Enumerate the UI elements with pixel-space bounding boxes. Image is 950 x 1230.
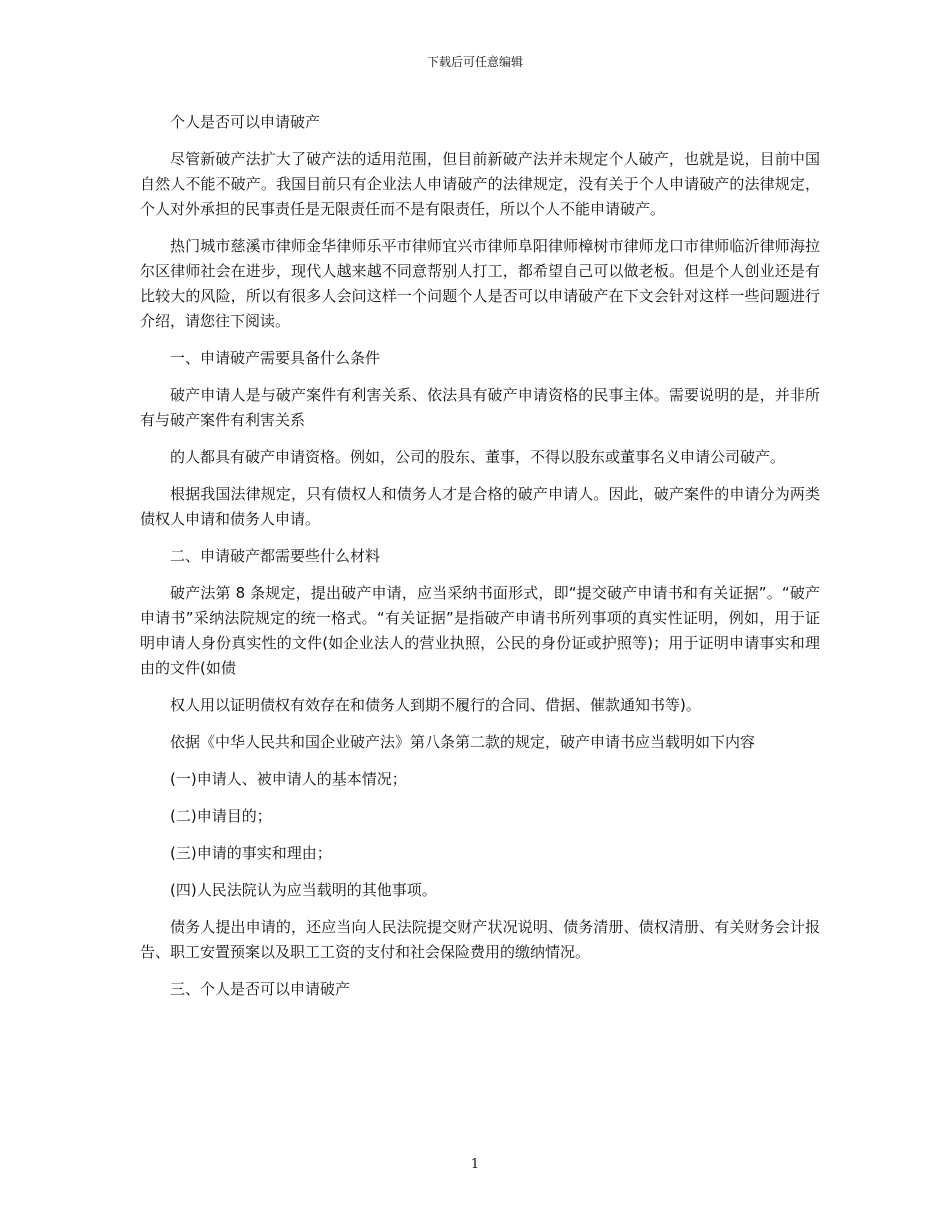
document-body: [140, 110, 820, 1014]
paragraph: 根据我国法律规定，只有债权人和债务人才是合格的破产申请人。因此，破产案件的申请分为两类债权人申请和债务人申请。: [140, 485, 820, 528]
paragraph: 的人都具有破产申请资格。例如，公司的股东、董事，不得以股东或董事名义申请公司破产。: [170, 448, 786, 466]
paragraph: 依据《中华人民共和国企业破产法》第八条第二款的规定，破产申请书应当载明如下内容: [170, 733, 756, 751]
document-title: 个人是否可以申请破产: [170, 113, 321, 131]
paragraph: 权人用以证明债权有效存在和债务人到期不履行的合同、借据、催款通知书等)。: [170, 696, 701, 714]
list-item: (一)申请人、被申请人的基本情况；: [170, 770, 407, 788]
paragraph: 热门城市慈溪市律师金华律师乐平市律师宜兴市律师阜阳律师樟树市律师龙口市律师临沂律师海拉尔区律师社会在进步，现代人越来越不同意帮别人打工，都希望自己可以做老板。但是个人创业还是有比较大的风险，所以有很多人会问这样一个问题个人是否可以申请破产在下文会针对这样一些问题进行介绍，请您往下阅读。: [140, 237, 820, 330]
list-item: (二)申请目的；: [170, 807, 272, 825]
paragraph: 破产法第 8 条规定，提出破产申请，应当采纳书面形式，即“提交破产申请书和有关证据”。“破产申请书”采纳法院规定的统一格式。“有关证据”是指破产申请书所列事项的真实性证明，例如，用于证明申请人身份真实性的文件(如企业法人的营业执照，公民的身份证或护照等)；用于证明申请事实和理由的文件(如债: [140, 584, 820, 677]
paragraph: 尽管新破产法扩大了破产法的适用范围，但目前新破产法并未规定个人破产，也就是说，目前中国自然人不能不破产。我国目前只有企业法人申请破产的法律规定，没有关于个人申请破产的法律规定，个人对外承担的民事责任是无限责任而不是有限责任，所以个人不能申请破产。: [140, 150, 820, 218]
paragraph: 破产申请人是与破产案件有利害关系、依法具有破产申请资格的民事主体。需要说明的是，并非所有与破产案件有利害关系: [140, 386, 820, 429]
section-heading: 二、申请破产都需要些什么材料: [170, 547, 381, 565]
page-header: 下载后可任意编辑: [426, 55, 523, 69]
page-number: 1: [470, 1157, 480, 1172]
section-heading: 三、个人是否可以申请破产: [170, 980, 351, 998]
list-item: (三)申请的事实和理由；: [170, 844, 332, 862]
paragraph: 债务人提出申请的，还应当向人民法院提交财产状况说明、债务清册、债权清册、有关财务会计报告、职工安置预案以及职工工资的支付和社会保险费用的缴纳情况。: [140, 918, 820, 961]
section-heading: 一、申请破产需要具备什么条件: [170, 349, 381, 367]
list-item: (四)人民法院认为应当载明的其他事项。: [170, 881, 437, 899]
